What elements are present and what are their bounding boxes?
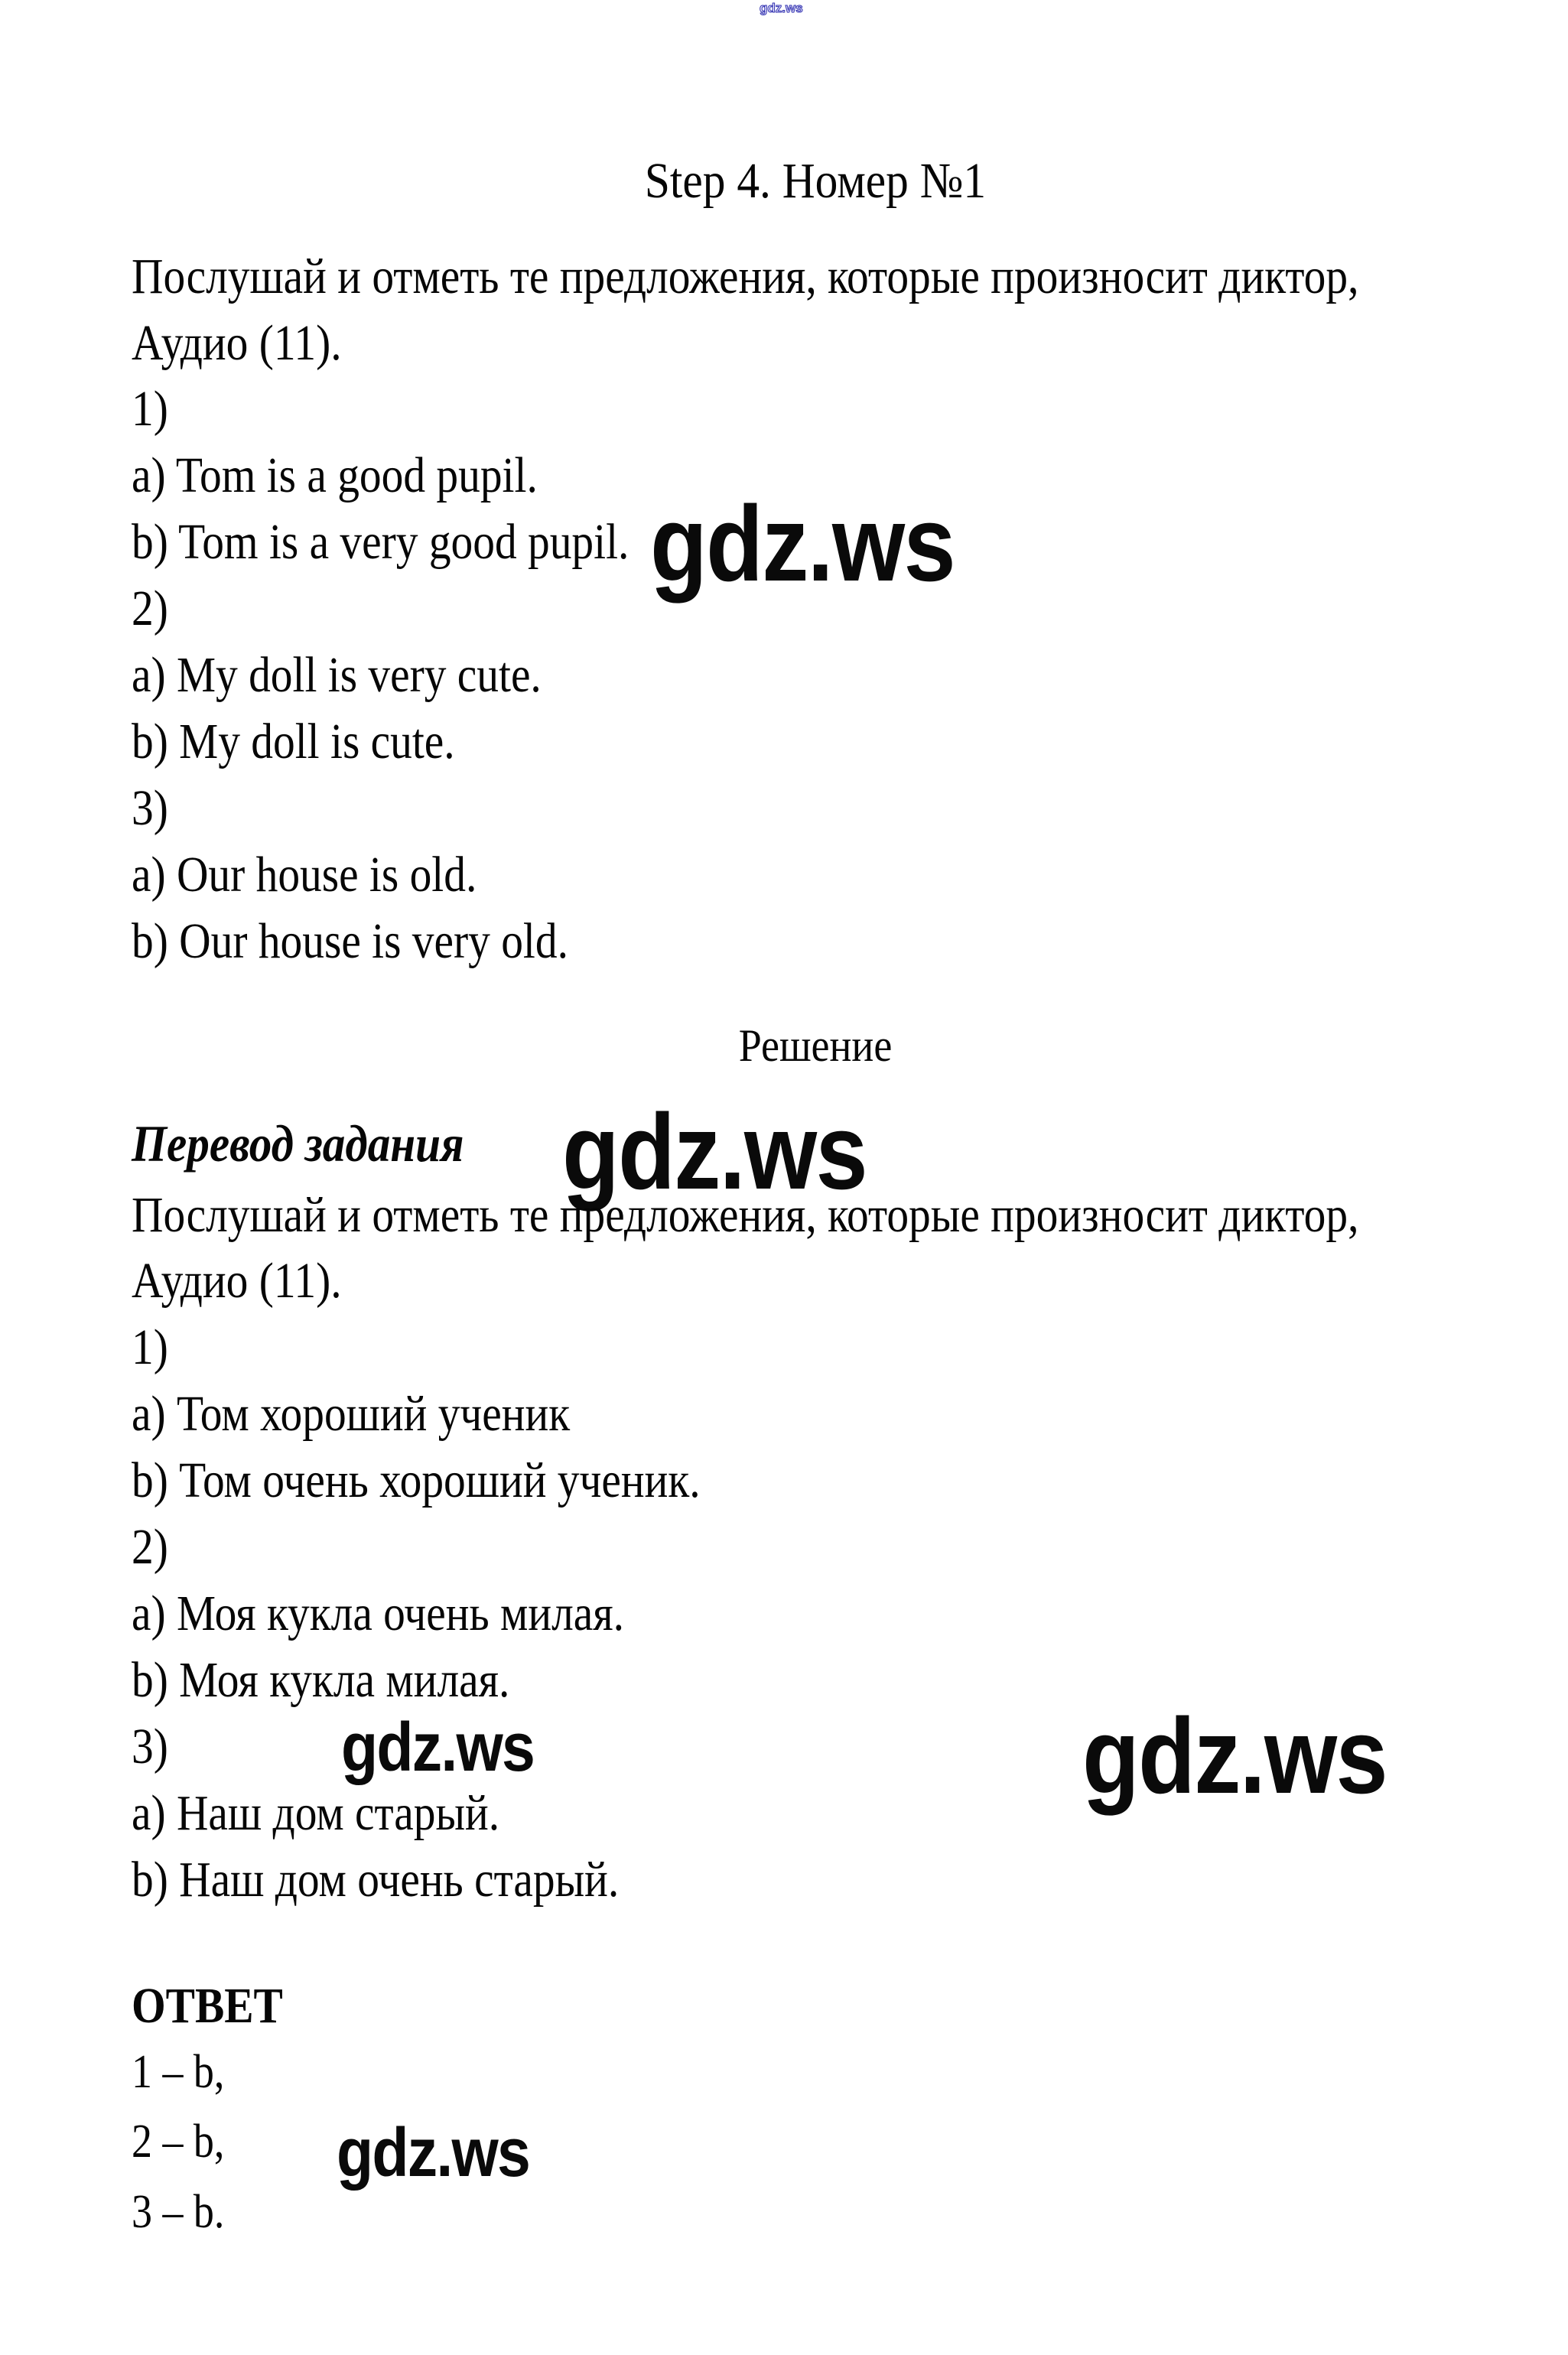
task-item-1-number: 1) (132, 381, 168, 437)
task-intro-line-2: Аудио (11). (132, 315, 342, 371)
solution-item-2-option-a: a) Моя кукла очень милая. (132, 1586, 624, 1641)
watermark-gdzws-top: gdz.ws (760, 1, 803, 15)
solution-item-1-number: 1) (132, 1319, 168, 1375)
solution-item-3-option-a: a) Наш дом старый. (132, 1785, 500, 1841)
answer-heading: ОТВЕТ (132, 1978, 283, 2034)
solution-item-1-option-b: b) Том очень хороший ученик. (132, 1452, 701, 1508)
answer-line-1: 1 – b, (132, 2046, 225, 2098)
solution-intro-line-2: Аудио (11). (132, 1253, 342, 1309)
watermark-gdzws-large-3: gdz.ws (1082, 1696, 1387, 1816)
solution-item-3-number: 3) (132, 1719, 168, 1774)
answer-line-3: 3 – b. (132, 2186, 225, 2238)
task-item-3-option-a: a) Our house is old. (132, 847, 477, 903)
solution-item-1-option-a: a) Том хороший ученик (132, 1386, 571, 1442)
task-item-2-number: 2) (132, 581, 168, 636)
page-title: Step 4. Номер №1 (644, 153, 987, 209)
task-item-2-option-a: a) My doll is very cute. (132, 647, 542, 703)
translation-heading: Перевод задания (132, 1114, 464, 1173)
task-item-2-option-b: b) My doll is cute. (132, 714, 455, 769)
task-intro-line-1: Послушай и отметь те предложения, которые произносит диктор, (132, 249, 1359, 304)
task-item-1-option-b: b) Tom is a very good pupil. (132, 514, 629, 570)
solution-intro-line-1: Послушай и отметь те предложения, которые произносит диктор, (132, 1187, 1359, 1243)
watermark-gdzws-medium-1: gdz.ws (341, 1709, 535, 1786)
task-item-1-option-a: a) Tom is a good pupil. (132, 447, 538, 503)
solution-item-2-option-b: b) Моя кукла милая. (132, 1652, 510, 1708)
watermark-gdzws-medium-2: gdz.ws (337, 2115, 530, 2191)
task-item-3-number: 3) (132, 780, 168, 836)
solution-heading: Решение (738, 1020, 893, 1071)
task-item-3-option-b: b) Our house is very old. (132, 913, 568, 969)
solution-item-3-option-b: b) Наш дом очень старый. (132, 1852, 620, 1908)
answer-line-2: 2 – b, (132, 2116, 225, 2168)
watermark-gdzws-large-1: gdz.ws (650, 483, 955, 603)
watermark-gdzws-large-2: gdz.ws (562, 1091, 867, 1212)
solution-item-2-number: 2) (132, 1519, 168, 1575)
